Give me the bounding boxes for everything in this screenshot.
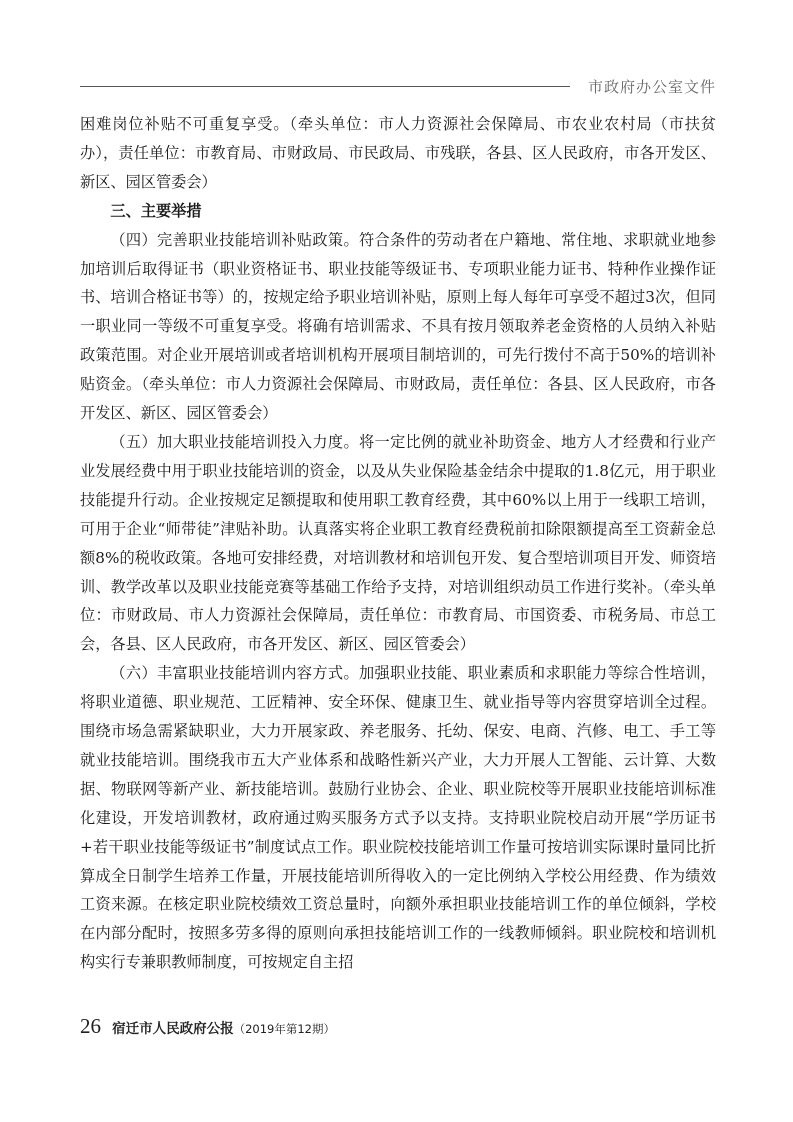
paragraph-section-5 (80, 428, 716, 659)
header-rule (80, 86, 570, 87)
publication-name (112, 1021, 335, 1037)
paragraph-section-4 (80, 226, 716, 428)
section-4-title: （四）完善职业技能培训补贴政策。 (110, 230, 359, 249)
section-5-body: 将一定比例的就业补助资金、地方人才经费和行业产业发展经费中用于职业技能培训的资金，以及从失业保险基金结余中提取的1.8亿元，用于职业技能提升行动。企业按规定足额提取和使用职工教育经费，其中60%以上用于一线职工培训，可用于企业“师带徒”津贴补助。认真落实将企业职工教育经费税前扣除限额提高至工资薪金总额8%的税收政策。各地可安排经费，对培训教材和培训包开发、复合型培训项目开发、师资培训、教学改革以及职业技能竞赛等基础工作给予支持，对培训组织动员工作进行奖补。（牵头单位：市财政局、市人力资源社会保障局，责任单位：市教育局、市国资委、市税务局、市总工会，各县、区人民政府，市各开发区、新区、园区管委会） (80, 432, 717, 654)
publication-issue: （2019年第12期） (233, 1021, 335, 1036)
running-header (80, 74, 716, 98)
header-title: 市政府办公室文件 (587, 78, 716, 96)
document-body (80, 110, 716, 977)
section-6-title: （六）丰富职业技能培训内容方式。 (110, 664, 359, 683)
page-number: 26 (80, 1014, 101, 1038)
paragraph-continued: 困难岗位补贴不可重复享受。（牵头单位：市人力资源社会保障局、市农业农村局（市扶贫办），责任单位：市教育局、市财政局、市民政局、市残联，各县、区人民政府，市各开发区、新区、园区管委会） (80, 115, 716, 191)
section-6-body: 加强职业技能、职业素质和求职能力等综合性培训，将职业道德、职业规范、工匠精神、安全环保、健康卫生、就业指导等内容贯穿培训全过程。围绕市场急需紧缺职业，大力开展家政、养老服务、托幼、保安、电商、汽修、电工、手工等就业技能培训。围绕我市五大产业体系和战略性新兴产业，大力开展人工智能、云计算、大数据、物联网等新产业、新技能培训。鼓励行业协会、企业、职业院校等开展职业技能培训标准化建设，开发培训教材，政府通过购买服务方式予以支持。支持职业院校启动开展“学历证书+若干职业技能等级证书”制度试点工作。职业院校技能培训工作量可按培训实际课时量同比折算成全日制学生培养工作量，开展技能培训所得收入的一定比例纳入学校公用经费、作为绩效工资来源。在核定职业院校绩效工资总量时，向额外承担职业技能培训工作的单位倾斜，学校在内部分配时，按照多劳多得的原则向承担技能培训工作的一线教师倾斜。职业院校和培训机构实行专兼职教师制度，可按规定自主招 (80, 664, 717, 972)
section-heading: 三、主要举措 (110, 201, 202, 220)
publication-title: 宿迁市人民政府公报 (112, 1020, 234, 1037)
section-5-title: （五）加大职业技能培训投入力度。 (110, 432, 359, 451)
page-footer (80, 1014, 335, 1039)
paragraph-section-6 (80, 659, 716, 977)
section-4-body: 符合条件的劳动者在户籍地、常住地、求职就业地参加培训后取得证书（职业资格证书、职业技能等级证书、专项职业能力证书、特种作业操作证书、培训合格证书等）的，按规定给予职业培训补贴，原则上每人每年可享受不超过3次，但同一职业同一等级不可重复享受。将确有培训需求、不具有按月领取养老金资格的人员纳入补贴政策范围。对企业开展培训或者培训机构开展项目制培训的，可先行拨付不高于50%的培训补贴资金。（牵头单位：市人力资源社会保障局、市财政局，责任单位：各县、区人民政府，市各开发区、新区、园区管委会） (80, 230, 717, 423)
